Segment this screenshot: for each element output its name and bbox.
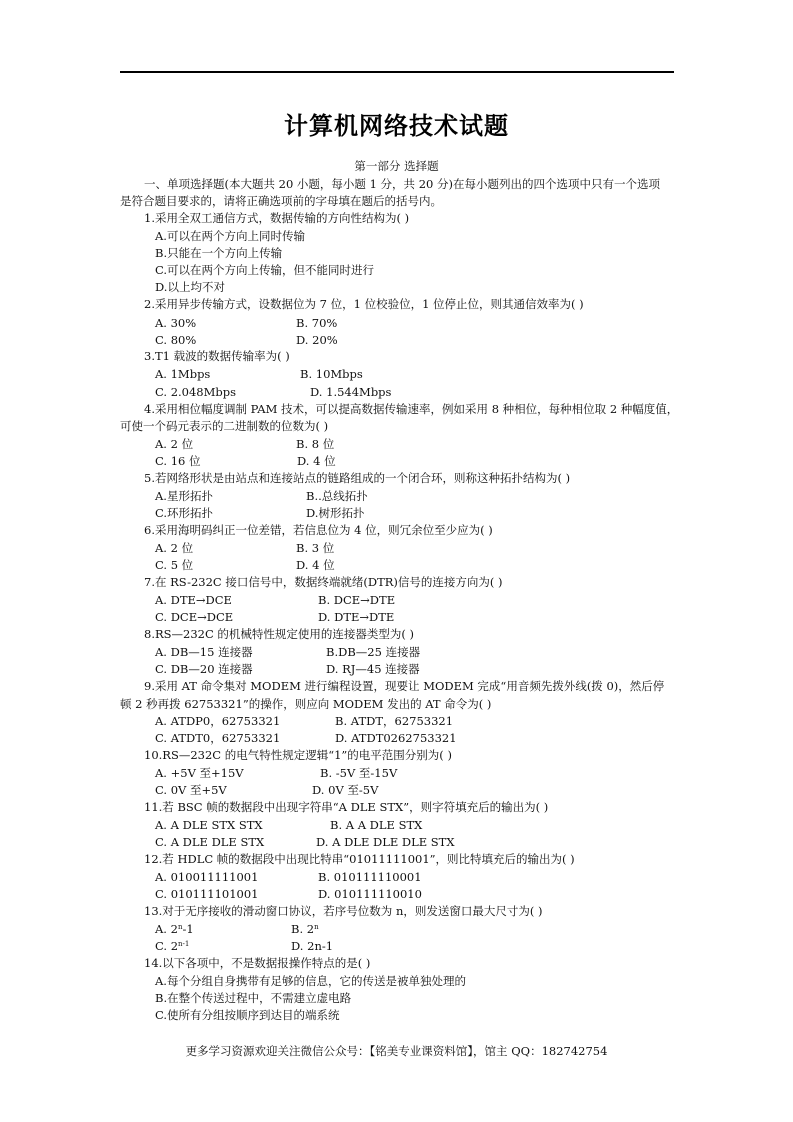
option-2a: A. 30%: [155, 316, 197, 330]
option-11b: B. A A DLE STX: [330, 818, 423, 832]
option-9d: D. ATDT0262753321: [335, 731, 457, 745]
question-13: 13.对于无序接收的滑动窗口协议，若序号位数为 n，则发送窗口最大尺寸为( ): [144, 904, 543, 918]
question-4: 4.采用相位幅度调制 PAM 技术，可以提高数据传输速率，例如采用 8 种相位，每种相位取 2 种幅度值，: [144, 402, 679, 416]
option-2b: B. 70%: [296, 316, 338, 330]
footer-promo: 更多学习资源欢迎关注微信公众号：【铭美专业课资料馆】，馆主 QQ：182742754: [185, 1044, 608, 1058]
option-4d: D. 4 位: [297, 454, 336, 468]
option-14c: C.使所有分组按顺序到达目的端系统: [155, 1008, 340, 1022]
option-13d: D. 2n-1: [291, 939, 334, 953]
option-11d: D. A DLE DLE DLE STX: [316, 835, 455, 849]
question-9: 9.采用 AT 命令集对 MODEM 进行编程设置，现要让 MODEM 完成“用音频先拨外线(拨 0)，然后停: [144, 679, 665, 693]
option-9b: B. ATDT，62753321: [335, 714, 454, 728]
option-5c: C.环形拓扑: [155, 506, 214, 520]
question-3: 3.T1 载波的数据传输率为( ): [144, 349, 290, 363]
question-1: 1.采用全双工通信方式，数据传输的方向性结构为( ): [144, 211, 410, 225]
option-1b: B.只能在一个方向上传输: [155, 246, 283, 260]
question-12: 12.若 HDLC 帧的数据段中出现比特串“01011111001”，则比特填充后的输出为( ): [144, 852, 575, 866]
option-8d: D. RJ—45 连接器: [326, 662, 420, 676]
question-2: 2.采用异步传输方式，设数据位为 7 位，1 位校验位，1 位停止位，则其通信效率为( ): [144, 297, 584, 311]
option-10b: B. -5V 至-15V: [320, 766, 398, 780]
option-3a: A. 1Mbps: [155, 367, 211, 381]
option-12c: C. 010111101001: [155, 887, 259, 901]
option-12b: B. 010111110001: [318, 870, 422, 884]
option-5b: B..总线拓扑: [306, 489, 368, 503]
option-2c: C. 80%: [155, 333, 197, 347]
option-2d: D. 20%: [296, 333, 338, 347]
option-4c: C. 16 位: [155, 454, 201, 468]
option-11c: C. A DLE DLE STX: [155, 835, 265, 849]
section-intro-cont: 是符合题目要求的，请将正确选项前的字母填在题后的括号内。: [120, 194, 442, 208]
option-6c: C. 5 位: [155, 558, 194, 572]
option-8b: B.DB—25 连接器: [326, 645, 421, 659]
header-rule: [120, 71, 674, 73]
option-6b: B. 3 位: [296, 541, 335, 555]
question-11: 11.若 BSC 帧的数据段中出现字符串“A DLE STX”，则字符填充后的输出为( ): [144, 800, 549, 814]
option-10a: A. +5V 至+15V: [155, 766, 244, 780]
option-7b: B. DCE→DTE: [318, 593, 396, 607]
option-3d: D. 1.544Mbps: [310, 385, 392, 399]
option-13a: A. 2$^n$-1: [155, 922, 194, 936]
question-6: 6.采用海明码纠正一位差错，若信息位为 4 位，则冗余位至少应为( ): [144, 523, 493, 537]
option-11a: A. A DLE STX STX: [155, 818, 263, 832]
option-4a: A. 2 位: [155, 437, 194, 451]
question-8: 8.RS—232C 的机械特性规定使用的连接器类型为( ): [144, 627, 415, 641]
option-1a: A.可以在两个方向上同时传输: [155, 229, 305, 243]
option-3c: C. 2.048Mbps: [155, 385, 237, 399]
section-intro: 一、单项选择题(本大题共 20 小题，每小题 1 分，共 20 分)在每小题列出的四个选项中只有一个选项: [144, 177, 660, 191]
question-5: 5.若网络形状是由站点和连接站点的链路组成的一个闭合环，则称这种拓扑结构为( ): [144, 471, 571, 485]
option-6d: D. 4 位: [296, 558, 335, 572]
option-14a: A.每个分组自身携带有足够的信息，它的传送是被单独处理的: [155, 974, 466, 988]
option-1c: C.可以在两个方向上传输，但不能同时进行: [155, 263, 375, 277]
option-4b: B. 8 位: [296, 437, 335, 451]
option-7a: A. DTE→DCE: [155, 593, 232, 607]
question-14: 14.以下各项中，不是数据报操作特点的是( ): [144, 956, 371, 970]
option-13c: C. 2$^{n-1}$: [155, 939, 190, 953]
option-9c: C. ATDT0，62753321: [155, 731, 281, 745]
question-7: 7.在 RS-232C 接口信号中，数据终端就绪(DTR)信号的连接方向为( ): [144, 575, 503, 589]
option-10d: D. 0V 至-5V: [312, 783, 379, 797]
option-8a: A. DB—15 连接器: [155, 645, 253, 659]
document-title: 计算机网络技术试题: [284, 112, 509, 140]
option-10c: C. 0V 至+5V: [155, 783, 227, 797]
option-6a: A. 2 位: [155, 541, 194, 555]
question-10: 10.RS—232C 的电气特性规定逻辑“1”的电平范围分别为( ): [144, 748, 452, 762]
option-14b: B.在整个传送过程中，不需建立虚电路: [155, 991, 352, 1005]
question-9-cont: 顿 2 秒再拨 62753321”的操作，则应向 MODEM 发出的 AT 命令为( ): [120, 697, 492, 711]
option-7c: C. DCE→DCE: [155, 610, 234, 624]
option-12d: D. 010111110010: [318, 887, 422, 901]
option-7d: D. DTE→DTE: [318, 610, 395, 624]
option-12a: A. 010011111001: [155, 870, 259, 884]
option-5d: D.树形拓扑: [306, 506, 365, 520]
option-13b: B. 2$^n$: [291, 922, 319, 936]
option-5a: A.星形拓扑: [155, 489, 213, 503]
part-heading: 第一部分 选择题: [354, 159, 439, 173]
option-8c: C. DB—20 连接器: [155, 662, 253, 676]
option-3b: B. 10Mbps: [300, 367, 363, 381]
question-4-cont: 可使一个码元表示的二进制数的位数为( ): [120, 419, 329, 433]
option-9a: A. ATDP0，62753321: [155, 714, 281, 728]
option-1d: D.以上均不对: [155, 280, 225, 294]
